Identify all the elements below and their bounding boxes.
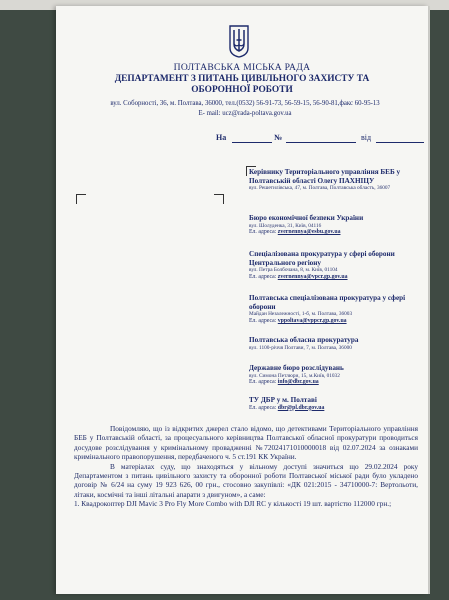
recipient-title: Керівнику Територіального управління БЕБ у Полтавській області Олегу ПАХНІЦУ bbox=[249, 168, 401, 185]
council-name: ПОЛТАВСЬКА МІСЬКА РАДА bbox=[173, 62, 311, 73]
department-name-line2: ОБОРОННОЇ РОБОТИ bbox=[191, 85, 293, 95]
recipient-address: вул. 1100-річчя Полтави, 7, м. Полтава, 36000 bbox=[249, 344, 352, 351]
email-label: Ел. адреса: bbox=[249, 379, 277, 386]
document-page bbox=[56, 6, 428, 594]
recipient-email[interactable]: dbr@pl.dbr.gov.ua bbox=[277, 404, 325, 411]
date-prefix: На bbox=[216, 133, 227, 142]
body-paragraph-3: 1. Квадрокоптер DJI Mavic 3 Pro Fly More Combo with DJI RC у кількості 19 шт. вартістю 112000 грн.; bbox=[74, 499, 392, 509]
recipient-4 bbox=[249, 294, 425, 325]
email-label: Ел. адреса: bbox=[249, 273, 277, 280]
letter-body bbox=[74, 424, 418, 509]
email-label: Ел. адреса: bbox=[249, 317, 277, 324]
recipient-email-line bbox=[249, 274, 425, 281]
body-paragraph-1: Повідомляю, що із відкритих джерел стало відомо, що детективами Територіального управління БЕБ у Полтавській області, за процесуального керівництва Полтавської обласної прокуратури проводиться досудове розслідування у кримінальному провадженні №72024171010000018 від 02.07.2024 за ознаками кримінального правопорушення, передбаченого ч. 5 ст.191 КК України. bbox=[74, 424, 418, 462]
recipient-email-line bbox=[249, 405, 425, 412]
recipient-title: Спеціалізована прокуратура у сфері оборони Центрального регіону bbox=[249, 250, 395, 267]
recipient-email[interactable]: zvernennya@vpcr.gp.gov.ua bbox=[277, 273, 348, 280]
recipient-email-line bbox=[249, 379, 425, 386]
date-field-line bbox=[232, 142, 272, 143]
recipient-title: ТУ ДБР у м. Полтаві bbox=[249, 396, 317, 404]
recipient-email-line bbox=[249, 229, 425, 236]
recipient-address: вул. Симона Петлюри, 15, м.Київ, 01032 bbox=[249, 372, 340, 379]
recipient-email[interactable]: zvernennya@esbu.gov.ua bbox=[277, 229, 341, 236]
department-email: E- mail: ucz@rada-poltava.gov.ua bbox=[198, 110, 292, 117]
left-corner-mark bbox=[76, 194, 86, 204]
coat-of-arms-icon bbox=[227, 24, 251, 58]
department-name-line1: ДЕПАРТАМЕНТ З ПИТАНЬ ЦИВІЛЬНОГО ЗАХИСТУ ТА bbox=[114, 74, 370, 84]
number-field-line bbox=[286, 142, 356, 143]
recipient-title: Державне бюро розслідувань bbox=[249, 364, 344, 372]
recipient-address: вул. Решетилівська, 47, м. Полтава, Полтавська область, 36007 bbox=[249, 185, 391, 192]
recipient-email[interactable]: info@dbr.gov.ua bbox=[277, 379, 319, 386]
recipient-5 bbox=[249, 336, 425, 351]
recipient-7 bbox=[249, 396, 425, 412]
recipient-2 bbox=[249, 214, 425, 237]
from-field-line bbox=[376, 142, 424, 143]
recipient-title: Полтавська обласна прокуратура bbox=[249, 336, 359, 344]
recipient-title: Бюро економічної безпеки України bbox=[249, 214, 364, 222]
number-prefix: № bbox=[274, 133, 283, 142]
recipient-3 bbox=[249, 250, 425, 281]
recipient-1 bbox=[249, 168, 425, 192]
recipient-6 bbox=[249, 364, 425, 387]
recipient-address: вул. Шолуденка, 31, Київ, 04116 bbox=[249, 222, 322, 229]
recipient-title: Полтавська спеціалізована прокуратура у сфері оборони bbox=[249, 294, 406, 311]
recipient-address: вул. Петра Болбочана, 8, м. Київ, 01104 bbox=[249, 267, 338, 274]
body-paragraph-2: В матеріалах суду, що знаходяться у вільному доступі значиться що 29.02.2024 року Департаментом з питань цивільного захисту та оборонної роботи Полтавської міської ради було укладено договір № 6/24 на суму 19 923 626, 00 грн., стосовно закупівлі: «ДК 021:2015 - 34710000-7: Вертольоти, літаки, космічні та інші літальні апарати з двигуном», а саме: bbox=[74, 461, 418, 499]
email-label: Ел. адреса: bbox=[249, 229, 277, 236]
recipient-email[interactable]: vppoltava@vppcr.gp.gov.ua bbox=[277, 317, 347, 324]
department-address: вул. Соборності, 36, м. Полтава, 36000, тел.(0532) 56-91-73, 56-59-15, 56-90-81,факс 60-95-13 bbox=[110, 100, 380, 107]
email-label: Ел. адреса: bbox=[249, 404, 277, 411]
right-corner-mark bbox=[214, 194, 224, 204]
recipient-email-line bbox=[249, 318, 425, 325]
from-label: від bbox=[361, 133, 372, 142]
recipient-address: Майдан Незалежності, 1-б, м. Полтава, 36003 bbox=[249, 311, 353, 318]
